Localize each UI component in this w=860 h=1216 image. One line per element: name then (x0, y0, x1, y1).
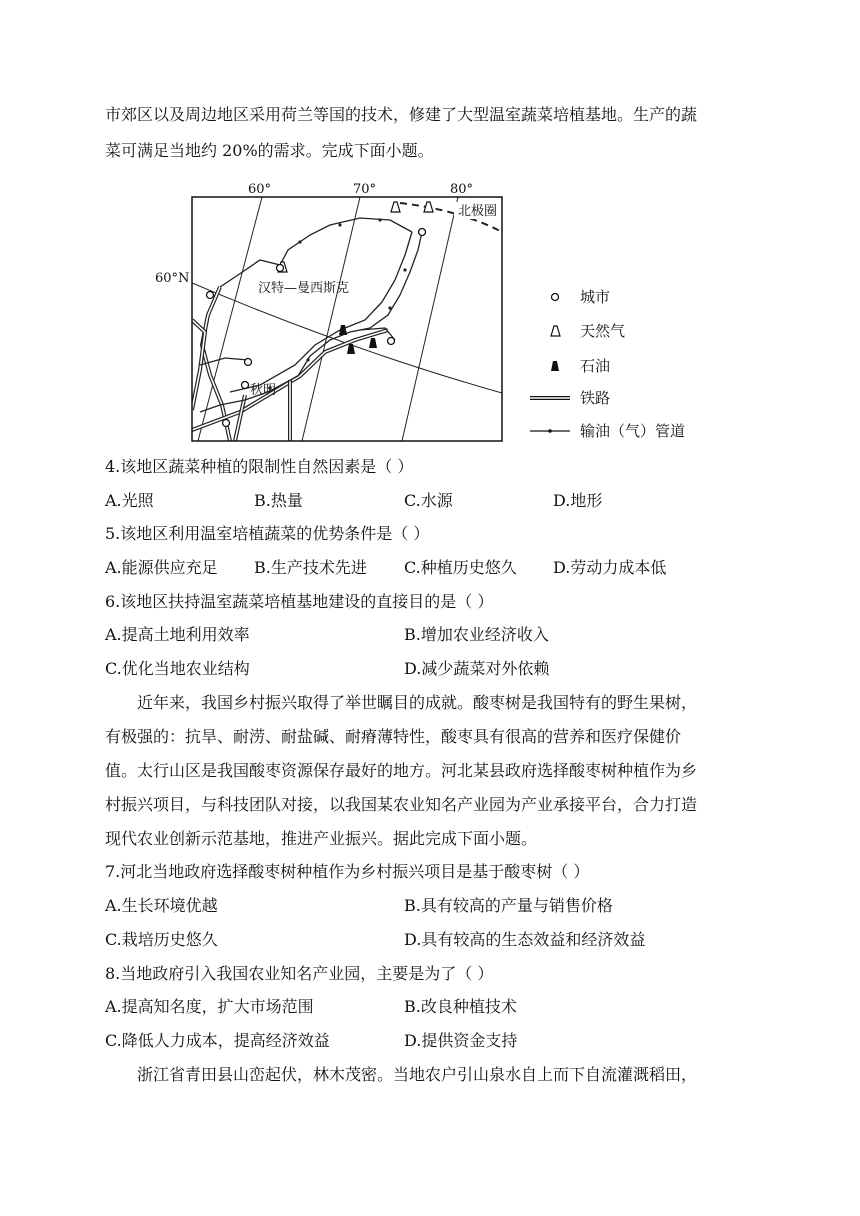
q5-option-d: D.劳动力成本低 (553, 558, 667, 577)
q4-option-b: B.热量 (254, 491, 303, 510)
city-label-tyumen: 秋明 (250, 383, 277, 398)
lon-label-60: 60° (248, 182, 272, 197)
q5-option-c: C.种植历史悠久 (404, 558, 517, 577)
q4-option-a: A.光照 (105, 491, 154, 510)
pipeline-ticks (268, 218, 406, 389)
q6-option-b: B.增加农业经济收入 (404, 625, 549, 644)
railways (192, 287, 388, 441)
q5-option-b: B.生产技术先进 (254, 558, 367, 577)
legend-pipeline-label: 输油（气）管道 (580, 422, 686, 440)
map-figure (150, 180, 710, 450)
legend-railway-label: 铁路 (580, 389, 611, 407)
q4-option-d: D.地形 (553, 491, 603, 510)
arctic-circle-label: 北极圈 (458, 204, 498, 219)
map-svg (150, 180, 710, 450)
q7-option-d: D.具有较高的生态效益和经济效益 (404, 930, 646, 949)
legend-oil-label: 石油 (580, 357, 611, 375)
lon-label-70: 70° (353, 182, 377, 197)
intro-line-2: 菜可满足当地约 20%的需求。完成下面小题。 (105, 141, 434, 160)
q6-stem: 6.该地区扶持温室蔬菜培植基地建设的直接目的是（ ） (105, 592, 494, 611)
legend-pipeline-icon (530, 429, 570, 433)
q8-option-c: C.降低人力成本，提高经济效益 (105, 1031, 330, 1050)
parallel-60n (192, 283, 502, 393)
map-border (192, 197, 502, 441)
map-content (192, 197, 502, 441)
q7-option-a: A.生长环境优越 (105, 896, 218, 915)
q5-option-a: A.能源供应充足 (105, 558, 218, 577)
legend-city-label: 城市 (580, 288, 611, 306)
q6-option-c: C.优化当地农业结构 (105, 659, 250, 678)
meridian-80 (402, 197, 458, 441)
q8-option-a: A.提高知名度，扩大市场范围 (105, 997, 314, 1016)
q4-option-c: C.水源 (404, 491, 453, 510)
legend-city-icon (552, 294, 559, 301)
meridian-70 (302, 197, 360, 441)
gas-icon (278, 202, 433, 272)
q5-stem: 5.该地区利用温室培植蔬菜的优势条件是（ ） (105, 524, 430, 543)
region-label: 汉特—曼西斯克 (258, 281, 350, 296)
city-icon (207, 229, 426, 427)
q7-option-c: C.栽培历史悠久 (105, 930, 218, 949)
lon-label-80: 80° (450, 182, 474, 197)
q4-stem: 4.该地区蔬菜种植的限制性自然因素是（ ） (105, 457, 414, 476)
q8-option-b: B.改良种植技术 (404, 997, 517, 1016)
legend-gas-label: 天然气 (580, 322, 626, 340)
legend-gas-icon (551, 326, 560, 336)
pipelines (200, 218, 422, 412)
lat-label-60n: 60°N (155, 271, 190, 286)
q6-option-a: A.提高土地利用效率 (105, 625, 250, 644)
q7-stem: 7.河北当地政府选择酸枣树种植作为乡村振兴项目是基于酸枣树（ ） (105, 862, 590, 881)
q8-stem: 8.当地政府引入我国农业知名产业园，主要是为了（ ） (105, 964, 494, 983)
legend-oil-icon (551, 361, 559, 371)
passage2-line-1: 近年来，我国乡村振兴取得了举世瞩目的成就。酸枣树是我国特有的野生果树， (137, 693, 698, 712)
passage2-line-2: 有极强的：抗旱、耐涝、耐盐碱、耐瘠薄特性，酸枣具有很高的营养和医疗保健价 (105, 727, 682, 746)
passage2-line-4: 村振兴项目，与科技团队对接，以我国某农业知名产业园为产业承接平台，合力打造 (105, 795, 698, 814)
q8-option-d: D.提供资金支持 (404, 1031, 518, 1050)
intro-line-1: 市郊区以及周边地区采用荷兰等国的技术，修建了大型温室蔬菜培植基地。生产的蔬 (105, 105, 698, 124)
q6-option-d: D.减少蔬菜对外依赖 (404, 659, 550, 678)
passage2-line-3: 值。太行山区是我国酸枣资源保存最好的地方。河北某县政府选择酸枣树种植作为乡 (105, 761, 698, 780)
q7-option-b: B.具有较高的产量与销售价格 (404, 896, 613, 915)
passage2-line-5: 现代农业创新示范基地，推进产业振兴。据此完成下面小题。 (105, 829, 538, 848)
passage3-line-1: 浙江省青田县山峦起伏，林木茂密。当地农户引山泉水自上而下自流灌溉稻田， (137, 1065, 698, 1084)
map-legend (530, 288, 685, 440)
